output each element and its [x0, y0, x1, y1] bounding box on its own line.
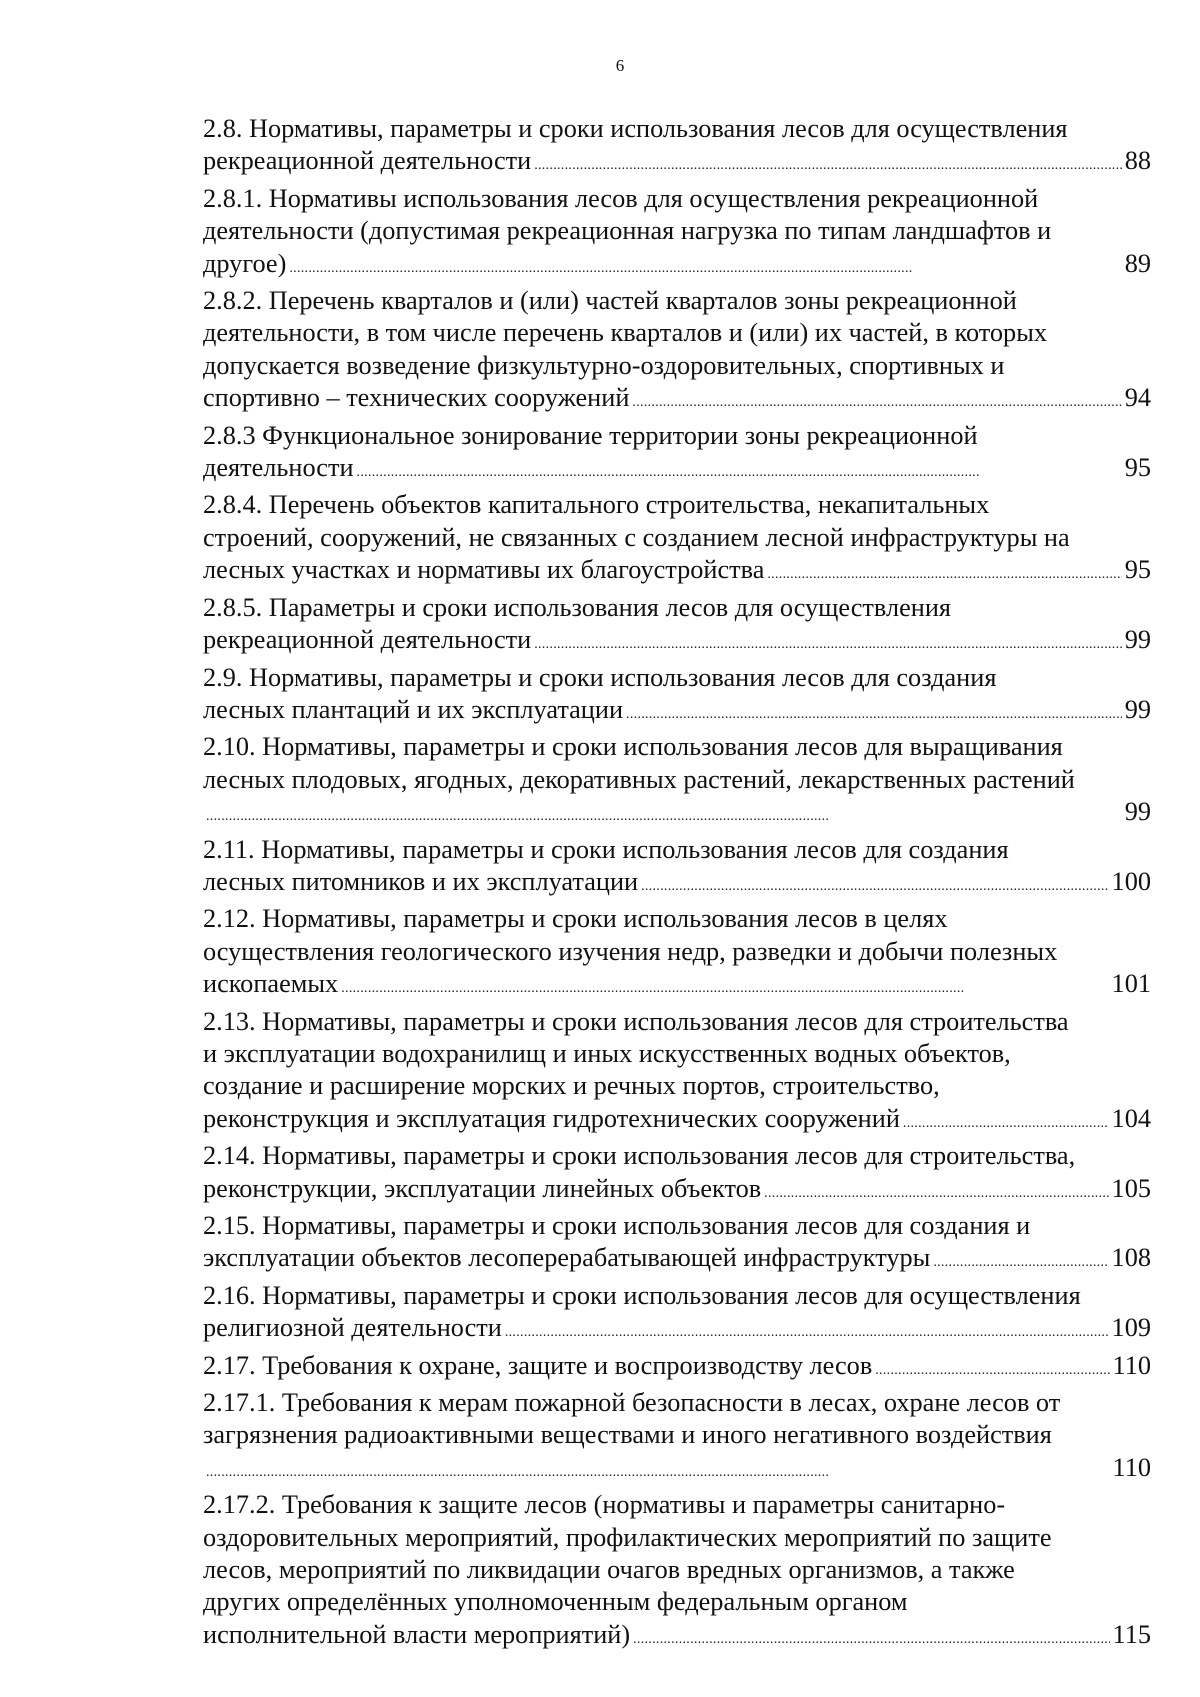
toc-entry-last-line [203, 1103, 1151, 1140]
toc-page-number: 115 [1112, 1619, 1151, 1649]
toc-page-number: 110 [1112, 1452, 1151, 1482]
toc-entry-line: допускается возведение физкультурно-оздоровительных, спортивных и [203, 350, 1005, 380]
toc-page-number: 99 [1124, 625, 1151, 655]
dot-leader [534, 145, 1122, 182]
toc-entry-last-line [203, 1173, 1151, 1210]
toc-entry-last-line [203, 796, 1151, 833]
toc-entry-last-line [203, 624, 1151, 661]
toc-entry-title-end: лесных питомников и их эксплуатации [203, 866, 639, 896]
toc-page-number: 104 [1111, 1103, 1151, 1133]
toc-entry-title-end: эксплуатации объектов лесоперерабатывающей инфраструктуры [203, 1243, 931, 1273]
toc-page-number: 89 [1124, 248, 1151, 278]
toc-entry[interactable] [203, 1140, 1151, 1210]
dot-leader [357, 452, 1122, 489]
toc-entry-line: 2.9. Нормативы, параметры и сроки использования лесов для создания [203, 662, 997, 692]
toc-entry[interactable] [203, 183, 1151, 285]
toc-entry-title-end: спортивно – технических сооружений [203, 383, 630, 413]
dot-leader [206, 1452, 1110, 1489]
toc-entry-last-line [203, 554, 1151, 591]
toc-entry-title-end: реконструкция и эксплуатация гидротехнических сооружений [203, 1103, 900, 1133]
toc-entry-title-end: лесных участках и нормативы их благоустройства [203, 555, 765, 585]
toc-entry-last-line [203, 248, 1151, 285]
dot-leader [633, 1619, 1109, 1656]
toc-page-number: 95 [1124, 453, 1151, 483]
toc-page-number: 100 [1111, 866, 1151, 896]
toc-page-number: 101 [1111, 969, 1151, 999]
toc-entry[interactable] [203, 903, 1151, 1005]
dot-leader [206, 796, 1122, 833]
toc-page-number: 110 [1112, 1350, 1151, 1380]
toc-entry[interactable] [203, 592, 1151, 662]
dot-leader [534, 624, 1122, 661]
toc-page-number: 88 [1124, 146, 1151, 176]
toc-page-number: 108 [1111, 1243, 1151, 1273]
dot-leader [341, 968, 1108, 1005]
toc-entry-title-end: реконструкции, эксплуатации линейных объектов [203, 1173, 762, 1203]
dot-leader [903, 1103, 1109, 1140]
toc-entry-last-line [203, 1242, 1151, 1279]
dot-leader [875, 1350, 1109, 1387]
toc-entry-line: 2.8.5. Параметры и сроки использования лесов для осуществления [203, 592, 952, 622]
toc-entry-line: 2.17.2. Требования к защите лесов (нормативы и параметры санитарно- [203, 1490, 1006, 1520]
toc-entry-last-line [203, 452, 1151, 489]
toc-entry-last-line [203, 382, 1151, 419]
dot-leader [764, 1173, 1108, 1210]
toc-entry-line: осуществления геологического изучения недр, разведки и добычи полезных [203, 936, 1058, 966]
toc-entry-line: 2.13. Нормативы, параметры и сроки использования лесов для строительства [203, 1006, 1069, 1036]
toc-entry-line: деятельности, в том числе перечень кварталов и (или) их частей, в которых [203, 318, 1048, 348]
toc-entry-line: других определённых уполномоченным федеральным органом [203, 1587, 908, 1617]
toc-page-number: 109 [1111, 1313, 1151, 1343]
toc-entry-last-line [203, 694, 1151, 731]
table-of-contents [203, 113, 1151, 1656]
toc-entry[interactable] [203, 731, 1151, 833]
toc-page-number: 94 [1124, 383, 1151, 413]
toc-entry[interactable] [203, 489, 1151, 591]
toc-page-number: 99 [1124, 797, 1151, 827]
toc-entry-line: деятельности (допустимая рекреационная нагрузка по типам ландшафтов и [203, 216, 1052, 246]
toc-entry-title-end: деятельности [203, 453, 354, 483]
toc-entry[interactable] [203, 1210, 1151, 1280]
toc-entry-line: и эксплуатации водохранилищ и иных искусственных водных объектов, [203, 1038, 1011, 1068]
toc-entry-last-line [203, 1350, 1151, 1387]
toc-entry-line: загрязнения радиоактивными веществами и иного негативного воздействия [203, 1420, 1052, 1450]
toc-entry-line: 2.12. Нормативы, параметры и сроки использования лесов в целях [203, 904, 948, 934]
toc-entry[interactable] [203, 834, 1151, 904]
toc-entry-line: 2.8.2. Перечень кварталов и (или) частей кварталов зоны рекреационной [203, 286, 1017, 316]
toc-entry-title-end: 2.17. Требования к охране, защите и воспроизводству лесов [203, 1350, 873, 1380]
toc-entry[interactable] [203, 1006, 1151, 1141]
toc-page-number: 95 [1124, 555, 1151, 585]
toc-entry-line: лесных плодовых, ягодных, декоративных растений, лекарственных растений [203, 764, 1075, 794]
toc-entry-line: 2.8.4. Перечень объектов капитального строительства, некапитальных [203, 490, 990, 520]
page-number: 6 [615, 56, 625, 75]
toc-entry[interactable] [203, 420, 1151, 490]
toc-entry-last-line [203, 1452, 1151, 1489]
toc-entry[interactable] [203, 1280, 1151, 1350]
toc-entry-line: 2.16. Нормативы, параметры и сроки использования лесов для осуществления [203, 1280, 1081, 1310]
toc-entry-line: 2.17.1. Требования к мерам пожарной безопасности в лесах, охране лесов от [203, 1388, 1061, 1418]
toc-entry-line: оздоровительных мероприятий, профилактических мероприятий по защите [203, 1522, 1052, 1552]
toc-entry[interactable] [203, 285, 1151, 420]
dot-leader [641, 866, 1108, 903]
toc-page-number: 105 [1111, 1173, 1151, 1203]
toc-entry-last-line [203, 1619, 1151, 1656]
toc-entry-line: 2.15. Нормативы, параметры и сроки использования лесов для создания и [203, 1211, 1031, 1240]
dot-leader [933, 1242, 1108, 1279]
toc-entry-line: 2.10. Нормативы, параметры и сроки использования лесов для выращивания [203, 732, 1063, 762]
toc-entry-line: строений, сооружений, не связанных с созданием лесной инфраструктуры на [203, 522, 1070, 552]
toc-entry-title-end: исполнительной власти мероприятий) [203, 1619, 631, 1649]
dot-leader [626, 694, 1122, 731]
toc-entry[interactable] [203, 113, 1151, 183]
toc-entry-line: 2.8.3 Функциональное зонирование территории зоны рекреационной [203, 420, 978, 450]
toc-entry-line: лесов, мероприятий по ликвидации очагов вредных организмов, а также [203, 1555, 1015, 1585]
toc-entry-line: 2.11. Нормативы, параметры и сроки использования лесов для создания [203, 834, 1009, 864]
dot-leader [289, 248, 1121, 285]
toc-entry-title-end: другое) [203, 248, 287, 278]
toc-entry-line: 2.8.1. Нормативы использования лесов для осуществления рекреационной [203, 183, 1039, 213]
toc-entry-title-end: религиозной деятельности [203, 1313, 502, 1343]
toc-entry[interactable] [203, 662, 1151, 732]
toc-entry-line: 2.14. Нормативы, параметры и сроки использования лесов для строительства, [203, 1141, 1076, 1171]
dot-leader [632, 382, 1121, 419]
toc-entry[interactable] [203, 1350, 1151, 1387]
toc-entry-title-end: рекреационной деятельности [203, 625, 532, 655]
toc-entry-line: создание и расширение морских и речных портов, строительство, [203, 1071, 940, 1101]
toc-entry[interactable] [203, 1489, 1151, 1656]
toc-entry-last-line [203, 145, 1151, 182]
toc-entry-title-end: ископаемых [203, 969, 339, 999]
toc-entry-line: 2.8. Нормативы, параметры и сроки использования лесов для осуществления [203, 114, 1068, 143]
toc-entry-last-line [203, 866, 1151, 903]
toc-entry[interactable] [203, 1387, 1151, 1489]
toc-page-number: 99 [1124, 694, 1151, 724]
toc-entry-last-line [203, 968, 1151, 1005]
dot-leader [505, 1312, 1109, 1349]
dot-leader [767, 554, 1121, 591]
toc-entry-title-end: лесных плантаций и их эксплуатации [203, 694, 624, 724]
toc-entry-last-line [203, 1312, 1151, 1349]
toc-entry-title-end: рекреационной деятельности [203, 146, 532, 176]
